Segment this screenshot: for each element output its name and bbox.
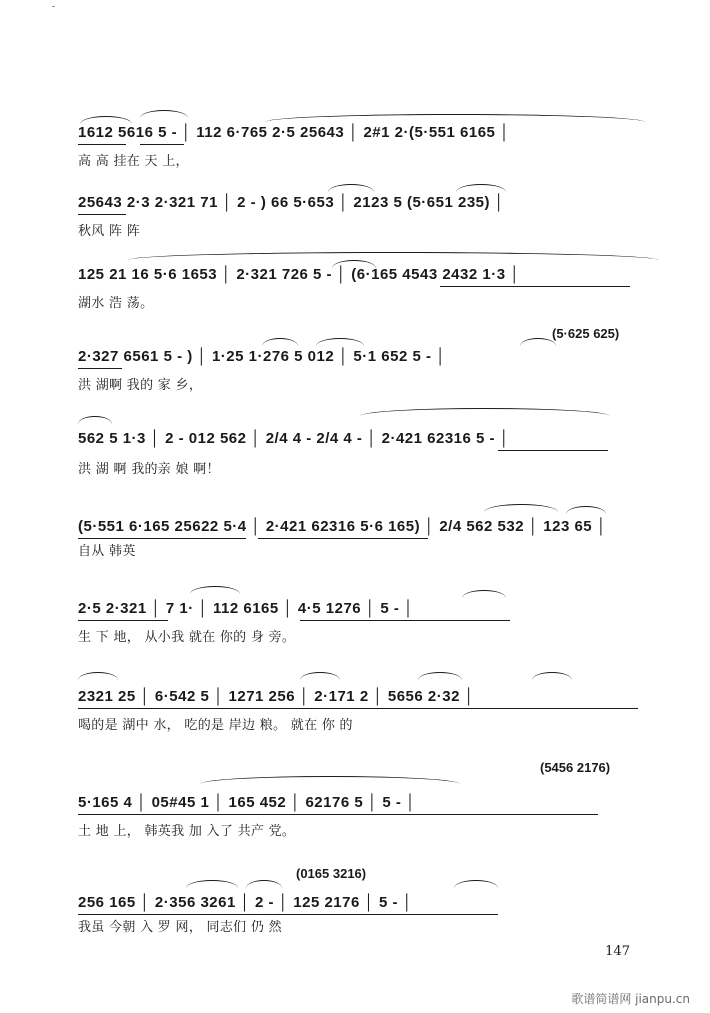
underline [258,538,428,539]
notation-line: 2321 25 │ 6·542 5 │ 1271 256 │ 2·171 2 │ 5656 2·32 │ [78,688,475,705]
underline [440,286,630,287]
notation-line: 562 5 1·3 │ 2 - 012 562 │ 2/4 4 - 2/4 4 - │ 2·421 62316 5 - │ [78,430,510,447]
notation-line: 2·5 2·321 │ 7 1· │ 112 6165 │ 4·5 1276 │ 5 - │ [78,600,414,617]
watermark: 歌谱简谱网 jianpu.cn [571,992,690,1006]
notation-line: 25643 2·3 2·321 71 │ 2 - ) 66 5·653 │ 2123 5 (5·651 235) │ [78,194,505,211]
lyric-line: 自从 韩英 [78,544,136,559]
slur [418,672,462,680]
slur [128,252,658,260]
notation-line: 5·165 4 │ 05#45 1 │ 165 452 │ 62176 5 │ 5 - │ [78,794,416,811]
slur [462,590,506,598]
slur [360,408,610,416]
slur [265,114,645,122]
slur [246,880,282,888]
lyric-line: 土 地 上， 韩英我 加 入了 共产 党。 [78,824,296,839]
slur [532,672,572,680]
notation-line: 1612 5616 5 - │ 112 6·765 2·5 25643 │ 2#1 2·(5·551 6165 │ [78,124,510,141]
slur [186,880,238,888]
page-number: 147 [605,944,630,959]
underline [78,214,126,215]
notation-line: 2·327 6561 5 - ) │ 1·25 1·276 5 012 │ 5·1 652 5 - │ [78,348,447,365]
score-system-9 [0,754,710,864]
underline [78,620,168,621]
notation-line: 125 21 16 5·6 1653 │ 2·321 726 5 - │ (6·165 4543 2432 1·3 │ [78,266,521,283]
notation-line: 256 165 │ 2·356 3261 │ 2 - │ 125 2176 │ 5 - │ [78,894,413,911]
lyric-line: 高 高 挂在 天 上， [78,154,189,169]
slur [566,506,606,514]
underline [78,708,638,709]
notation-line: (5·551 6·165 25622 5·4 │ 2·421 62316 5·6 165) │ 2/4 562 532 │ 123 65 │ [78,518,607,535]
lyric-line: 秋风 阵 阵 [78,224,141,239]
ornament-phrase: (5456 2176) [540,760,611,775]
lyric-line: 洪 湖 啊 我的亲 娘 啊！ [78,462,220,477]
underline [78,914,498,915]
underline [78,538,246,539]
slur [262,338,298,346]
slur [140,110,188,118]
score-system-10 [0,862,710,972]
ornament-phrase: (5·625 625) [552,326,620,341]
slur [316,338,364,346]
slur [300,672,340,680]
lyric-line: 我虽 今朝 入 罗 网， 同志们 仍 然 [78,920,282,935]
lyric-line: 洪 湖啊 我的 家 乡， [78,378,203,393]
slur [520,338,556,346]
underline [140,144,184,145]
slur [78,672,118,680]
slur [200,776,460,784]
corner-mark [52,6,55,7]
slur [80,116,132,124]
underline [78,144,126,145]
slur [190,586,240,594]
underline [78,368,122,369]
lyric-line: 湖水 浩 荡。 [78,296,154,311]
lyric-line: 生 下 地， 从小我 就在 你的 身 旁。 [78,630,296,645]
ornament-phrase: (0165 3216) [296,866,367,881]
underline [498,450,608,451]
underline [300,620,510,621]
lyric-line: 喝的是 湖中 水， 吃的是 岸边 粮。 就在 你 的 [78,718,353,733]
slur [328,184,374,192]
slur [78,416,112,424]
slur [484,504,558,512]
underline [78,814,598,815]
slur [456,184,506,192]
slur [454,880,498,888]
